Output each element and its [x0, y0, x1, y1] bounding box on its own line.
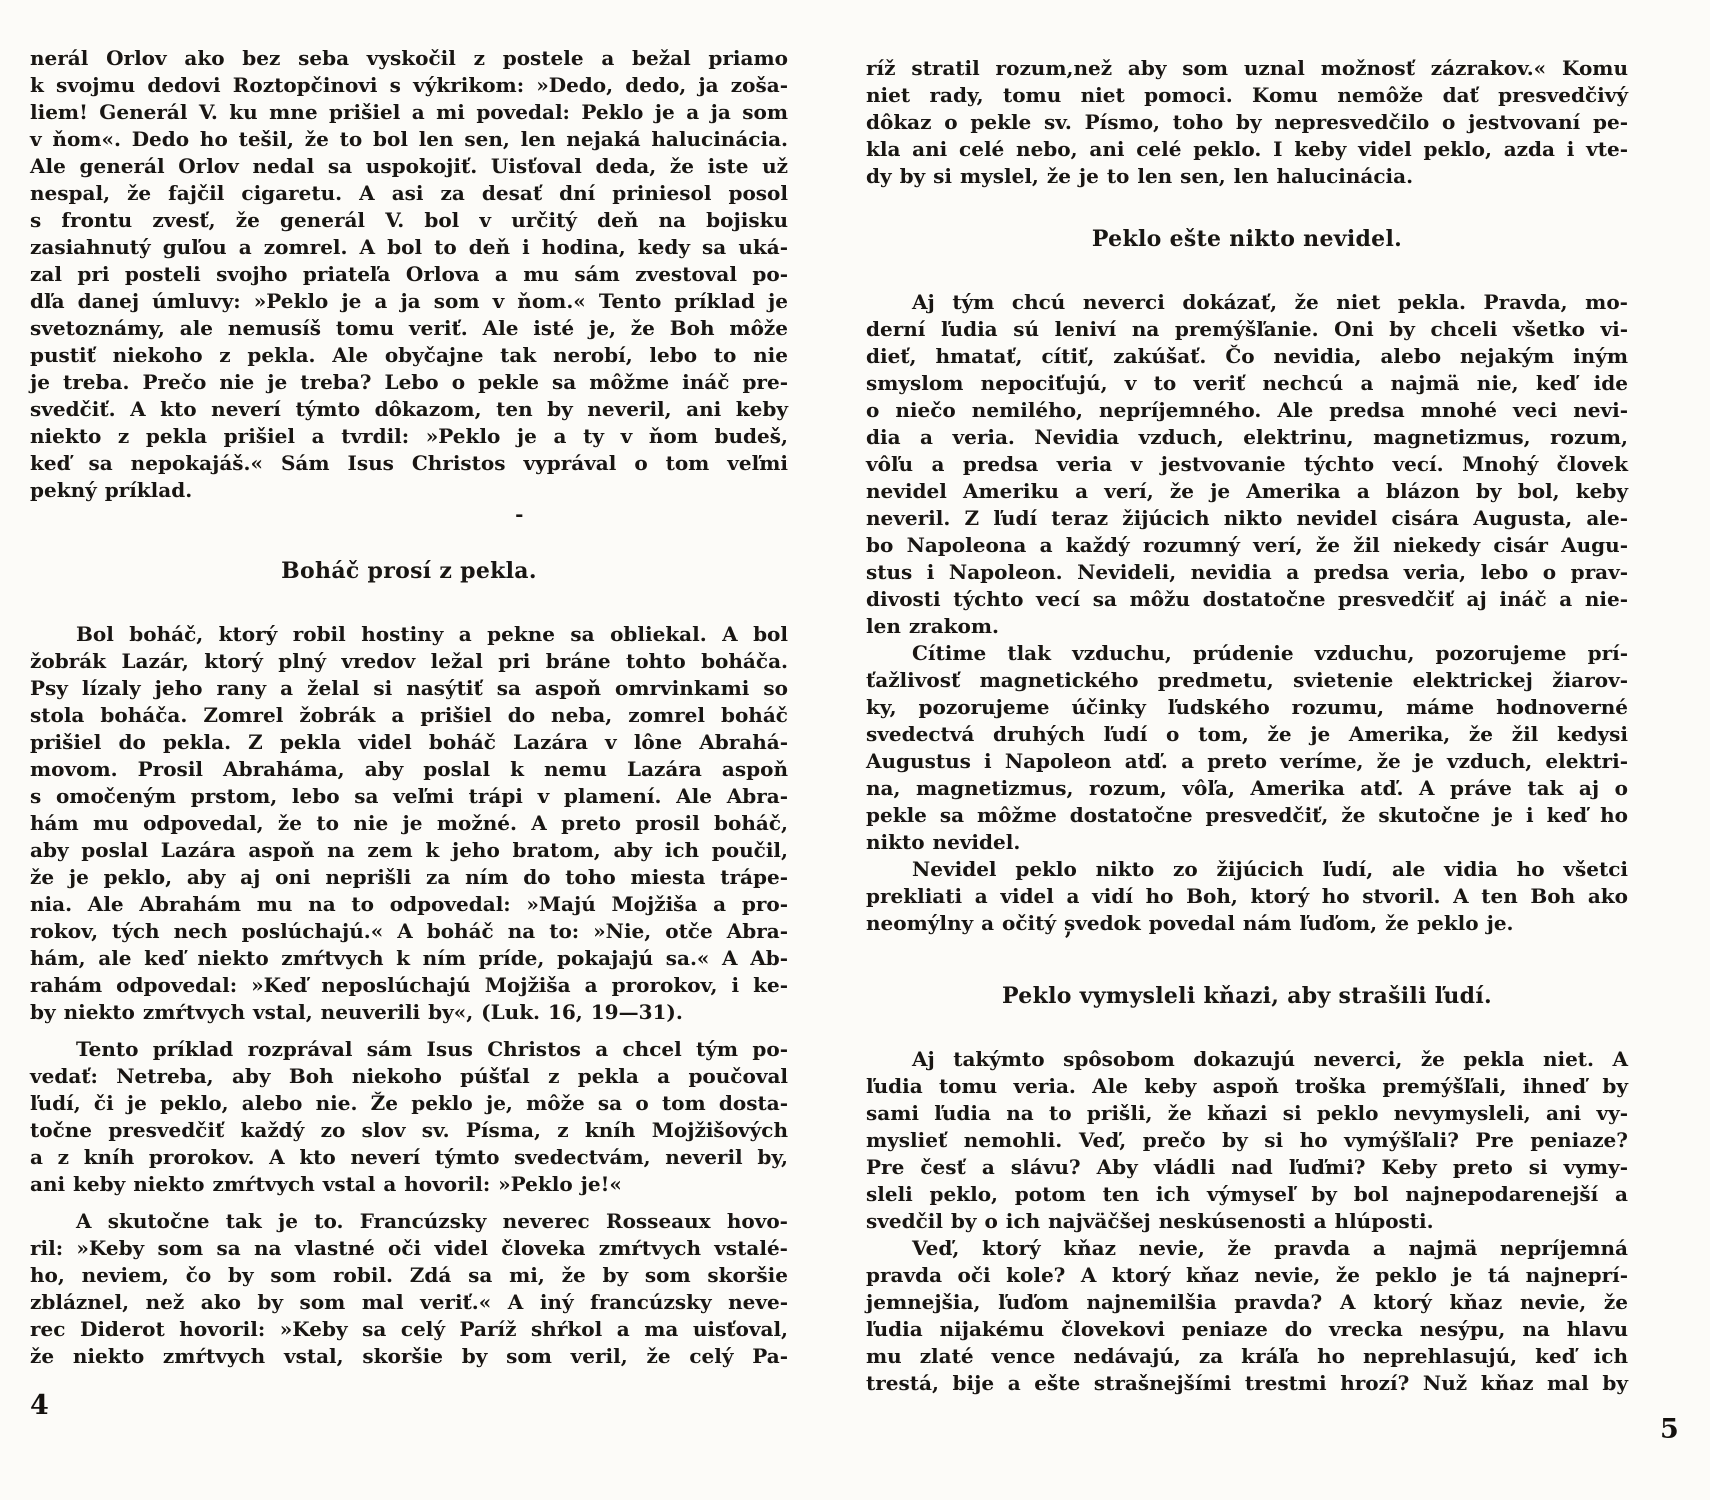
paragraph — [30, 1208, 788, 1370]
text-line: dľa danej úmluvy: »Peklo je a ja som v ňom.« Tento príklad je — [30, 289, 788, 313]
paragraph — [866, 1235, 1628, 1397]
text-line: s frontu zvesť, že generál V. bol v určitý deň na bojisku — [30, 208, 788, 232]
text-line: hám mu odpovedal, že to nie je možné. A preto prosil boháč, — [30, 811, 788, 835]
text-line: ľudia tomu veria. Ale keby aspoň troška premýšľali, ihneď by — [866, 1074, 1628, 1098]
page-number: 4 — [30, 1390, 49, 1421]
paragraph — [866, 640, 1628, 856]
text-line: kla ani celé nebo, ani celé peklo. I keby videl peklo, azda i vte- — [866, 137, 1628, 161]
text-line: zbláznel, než ako by som mal veriť.« A iný francúzsky neve- — [30, 1290, 788, 1314]
text-line: nevidel Ameriku a verí, že je Amerika a blázon by bol, keby — [866, 479, 1628, 503]
text-line: jemnejšia, ľuďom najnemilšia pravda? A ktorý kňaz nevie, že — [866, 1290, 1628, 1314]
text-line: rec Diderot hovoril: »Keby sa celý Paríž shŕkol a ma uisťoval, — [30, 1317, 788, 1341]
text-line: o niečo nemilého, nepríjemného. Ale predsa mnohé veci nevi- — [866, 398, 1628, 422]
text-line: a z kníh prorokov. A kto neverí týmto svedectvám, neveril by, — [30, 1145, 788, 1169]
page-5-text-block — [866, 55, 1628, 1397]
text-line: trestá, bije a ešte strašnejšími trestmi hrozí? Nuž kňaz mal by — [866, 1371, 1628, 1395]
text-line: vedať: Netreba, aby Boh niekoho púšťal z pekla a poučoval — [30, 1064, 788, 1088]
text-line: nia. Ale Abrahám mu na to odpovedal: »Majú Mojžiša a pro- — [30, 892, 788, 916]
text-line: Aj takýmto spôsobom dokazujú neverci, že pekla niet. A — [912, 1047, 1628, 1071]
page-4-text-block — [30, 45, 788, 1370]
text-line: žobrák Lazár, ktorý plný vredov ležal pri bráne tohto boháča. — [30, 649, 788, 673]
text-line: sami ľudia na to prišli, že kňazi si peklo nevymysleli, ani vy- — [866, 1101, 1628, 1125]
text-line: ky, pozorujeme účinky ľudského rozumu, máme hodnoverné — [866, 695, 1628, 719]
text-line: pustiť niekoho z pekla. Ale obyčajne tak nerobí, lebo to nie — [30, 343, 788, 367]
text-line: na, magnetizmus, rozum, vôľa, Amerika atď. A práve tak aj o — [866, 776, 1628, 800]
text-line: neomýlny a očitý svedok povedal nám ľuďom, že peklo je. — [866, 911, 1514, 935]
text-line: aby poslal Lazára aspoň na zem k jeho bratom, aby ich poučil, — [30, 838, 788, 862]
text-line: stola boháča. Zomrel žobrák a prišiel do neba, zomrel boháč — [30, 703, 788, 727]
text-line: vôľu a predsa veria v jestvovanie týchto vecí. Mnohý človek — [866, 452, 1628, 476]
text-line: neveril. Z ľudí teraz žijúcich nikto nevidel cisára Augusta, ale- — [866, 506, 1628, 530]
text-line: Tento príklad rozprával sám Isus Christos a chcel tým po- — [76, 1037, 788, 1061]
text-line: mu zlaté vence nedávajú, za kráľa ho neprehlasujú, keď ich — [866, 1344, 1628, 1368]
text-line: A skutočne tak je to. Francúzsky neverec Rosseaux hovo- — [76, 1209, 788, 1233]
text-line: že je peklo, aby aj oni neprišli za ním do toho miesta trápe- — [30, 865, 788, 889]
text-line: dôkaz o pekle sv. Písmo, toho by nepresvedčilo o jestvovaní pe- — [866, 110, 1628, 134]
text-line: pekný príklad. — [30, 478, 193, 502]
text-line: ľudia nijakému človekovi peniaze do vrecka nesýpu, na hlavu — [866, 1317, 1628, 1341]
paragraph — [866, 856, 1628, 937]
text-line: svedčiť. A kto neverí týmto dôkazom, ten by neveril, ani keby — [30, 397, 788, 421]
text-line: k svojmu dedovi Roztopčinovi s výkrikom: »Dedo, dedo, ja zoša- — [30, 73, 788, 97]
text-line: len zrakom. — [866, 614, 1000, 638]
text-line: že niekto zmŕtvych vstal, skoršie by som veril, že celý Pa- — [30, 1344, 788, 1368]
text-line: keď sa nepokajáš.« Sám Isus Christos vyprával o tom veľmi — [30, 451, 788, 475]
text-line: dy by si myslel, že je to len sen, len halucinácia. — [866, 164, 1414, 188]
text-line: svetoznámy, ale nemusíš tomu veriť. Ale isté je, že Boh môže — [30, 316, 788, 340]
text-line: dieť, hmatať, cítiť, zakúšať. Čo nevidia, alebo nejakým iným — [866, 344, 1628, 368]
text-line: Pre česť a slávu? Aby vládli nad ľuďmi? Keby preto si vymy- — [866, 1155, 1628, 1179]
section-heading: Peklo vymysleli kňazi, aby strašili ľudí. — [1002, 983, 1492, 1009]
text-line: s omočeným prstom, lebo sa veľmi trápi v plamení. Ale Abra- — [30, 784, 788, 808]
text-line: ani keby niekto zmŕtvych vstal a hovoril: »Peklo je!« — [30, 1172, 622, 1196]
text-line: Psy lízaly jeho rany a želal si nasýtiť sa aspoň omrvinkami so — [30, 676, 788, 700]
text-line: pekle sa môžme dostatočne presvedčiť, že skutočne je i keď ho — [866, 803, 1628, 827]
text-line: svedčil by o ich najväčšej neskúsenosti a hlúposti. — [866, 1209, 1434, 1233]
text-line: dia a veria. Nevidia vzduch, elektrinu, magnetizmus, rozum, — [866, 425, 1628, 449]
text-line: liem! Generál V. ku mne prišiel a mi povedal: Peklo je a ja som — [30, 100, 788, 124]
text-line: ľudí, či je peklo, alebo nie. Že peklo je, môže sa o tom dosta- — [30, 1091, 788, 1115]
text-line: bo Napoleona a každý rozumný verí, že žil niekedy cisár Augu- — [866, 533, 1628, 557]
text-line: ho, neviem, čo by som robil. Zdá sa mi, že by som skoršie — [30, 1263, 788, 1287]
text-line: smyslom nepociťujú, v to veriť nechcú a najmä nie, keď ide — [866, 371, 1628, 395]
page-number: 5 — [1660, 1414, 1679, 1445]
text-line: sleli peklo, potom ten ich výmyseľ by bol najnepodarenejší a — [866, 1182, 1628, 1206]
text-line: niet rady, tomu niet pomoci. Komu nemôže dať presvedčivý — [866, 83, 1628, 107]
text-line: prišiel do pekla. Z pekla videl boháč Lazára v lône Abrahá- — [30, 730, 788, 754]
text-line: zal pri posteli svojho priateľa Orlova a mu sám zvestoval po- — [30, 262, 788, 286]
text-line: v ňom«. Dedo ho tešil, že to bol len sen, len nejaká halucinácia. — [30, 127, 788, 151]
text-line: movom. Prosil Abraháma, aby poslal k nemu Lazára aspoň — [30, 757, 788, 781]
paragraph — [866, 1046, 1628, 1235]
text-line: Aj tým chcú neverci dokázať, že niet pekla. Pravda, mo- — [912, 290, 1628, 314]
page-4 — [30, 45, 788, 1370]
text-line: rokov, tých nech poslúchajú.« A boháč na to: »Nie, otče Abra- — [30, 919, 788, 943]
text-line: svedectvá druhých ľudí o tom, že je Amerika, že žil kedysi — [866, 722, 1628, 746]
text-line: Nevidel peklo nikto zo žijúcich ľudí, ale vidia ho všetci — [912, 857, 1628, 881]
text-line: točne presvedčiť každý zo slov sv. Písma, z kníh Mojžišových — [30, 1118, 788, 1142]
text-line: hám, ale keď niekto zmŕtvych k ním príde, pokajajú sa.« A Ab- — [30, 946, 788, 970]
paragraph — [30, 621, 788, 1026]
text-line: divosti týchto vecí sa môžu dostatočne presvedčiť aj ináč a nie- — [866, 587, 1628, 611]
text-line: Veď, ktorý kňaz nevie, že pravda a najmä nepríjemná — [912, 1236, 1628, 1260]
paragraph — [866, 55, 1628, 190]
text-line: nikto nevidel. — [866, 830, 1021, 854]
text-line: prekliati a videl a vidí ho Boh, ktorý ho stvoril. A ten Boh ako — [866, 884, 1628, 908]
paragraph — [866, 289, 1628, 640]
text-line: nerál Orlov ako bez seba vyskočil z postele a bežal priamo — [30, 46, 788, 70]
text-line: Bol boháč, ktorý robil hostiny a pekne sa obliekal. A bol — [76, 622, 788, 646]
text-line: rahám odpovedal: »Keď neposlúchajú Mojžiša a prorokov, i ke- — [30, 973, 788, 997]
text-line: stus i Napoleon. Nevideli, nevidia a predsa veria, lebo o prav- — [866, 560, 1628, 584]
text-line: zasiahnutý guľou a zomrel. A bol to deň i hodina, kedy sa uká- — [30, 235, 788, 259]
ink-mark: ’ — [1064, 928, 1072, 954]
paragraph — [30, 1036, 788, 1198]
text-line: ril: »Keby som sa na vlastné oči videl človeka zmŕtvych vstalé- — [30, 1236, 788, 1260]
text-line: derní ľudia sú leniví na premýšľanie. Oni by chceli všetko vi- — [866, 317, 1628, 341]
ink-mark: - — [515, 502, 524, 526]
text-line: Cítime tlak vzduchu, prúdenie vzduchu, pozorujeme prí- — [912, 641, 1628, 665]
text-line: niekto z pekla prišiel a tvrdil: »Peklo je a ty v ňom budeš, — [30, 424, 788, 448]
text-line: nespal, že fajčil cigaretu. A asi za desať dní priniesol posol — [30, 181, 788, 205]
text-line: Augustus i Napoleon atď. a preto veríme, že je vzduch, elektri- — [866, 749, 1628, 773]
text-line: myslieť nemohli. Veď, prečo by si ho vymýšľali? Pre peniaze? — [866, 1128, 1628, 1152]
text-line: je treba. Prečo nie je treba? Lebo o pekle sa môžme ináč pre- — [30, 370, 788, 394]
text-line: by niekto zmŕtvych vstal, neuverili by«, (Luk. 16, 19—31). — [30, 1000, 683, 1024]
text-line: ťažlivosť magnetického predmetu, svietenie elektrickej žiarov- — [866, 668, 1628, 692]
paragraph — [30, 45, 788, 504]
text-line: pravda oči kole? A ktorý kňaz nevie, že peklo je tá najneprí- — [866, 1263, 1628, 1287]
section-heading: Peklo ešte nikto nevidel. — [1091, 226, 1403, 252]
page-5 — [866, 55, 1628, 1397]
text-line: Ale generál Orlov nedal sa uspokojiť. Uisťoval deda, že iste už — [30, 154, 788, 178]
text-line: ríž stratil rozum,než aby som uznal možnosť zázrakov.« Komu — [866, 56, 1628, 80]
section-heading: Boháč prosí z pekla. — [281, 558, 537, 584]
